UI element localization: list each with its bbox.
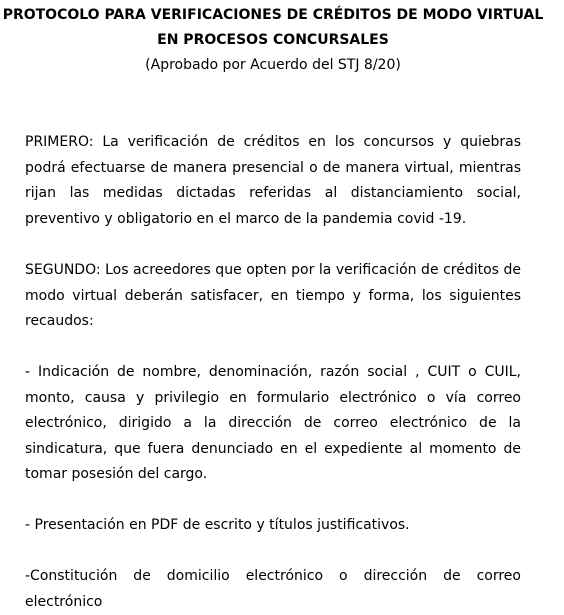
paragraph-segundo: SEGUNDO: Los acreedores que opten por la verificación de créditos de modo virtual deberán satisfacer, en tiempo y forma, los siguientes recaudos: — [25, 262, 521, 329]
document-title: PROTOCOLO PARA VERIFICACIONES DE CRÉDITOS DE MODO VIRTUAL EN PROCESOS CONCURSALES — [2, 7, 544, 48]
list-item-indicacion: - Indicación de nombre, denominación, razón social , CUIT o CUIL, monto, causa y privilegio en formulario electrónico o vía correo electrónico, dirigido a la dirección de correo electrónico de la sindicatura, que fuera denunciado en el expediente al momento de tomar posesión del cargo. — [25, 364, 521, 482]
list-item-presentacion: - Presentación en PDF de escrito y títulos justificativos. — [25, 517, 410, 533]
paragraph-primero: PRIMERO: La verificación de créditos en los concursos y quiebras podrá efectuarse de manera presencial o de manera virtual, mientras rijan las medidas dictadas referidas al distanciamiento social, preventivo y obligatorio en el marco de la pandemia covid -19. — [25, 134, 521, 227]
list-item-constitucion: -Constitución de domicilio electrónico o dirección de correo electrónico — [25, 568, 521, 610]
document-subtitle: (Aprobado por Acuerdo del STJ 8/20) — [145, 57, 401, 73]
